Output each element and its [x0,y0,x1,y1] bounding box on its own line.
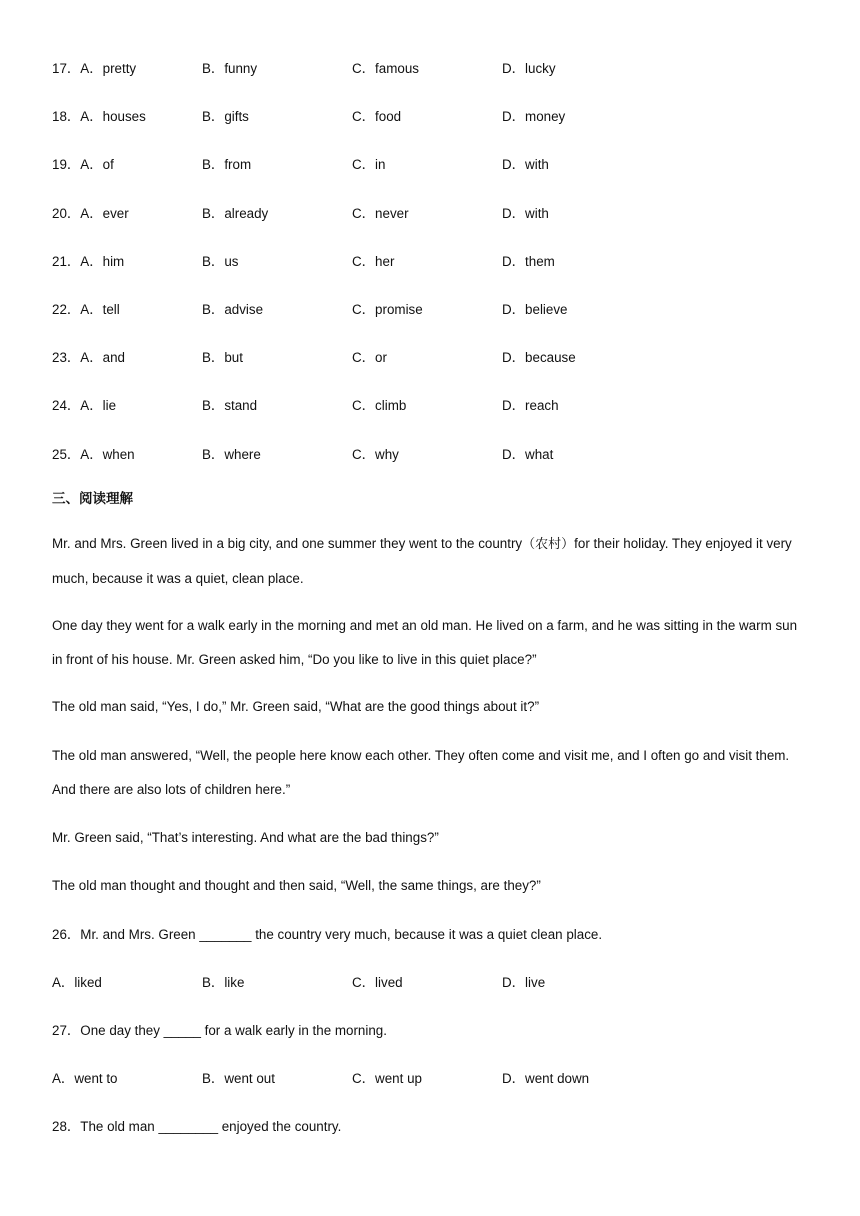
passage-paragraph-2: One day they went for a walk early in the morning and met an old man. He lived on a farm, and he was sitting in the warm sun in front of his house. Mr. Green asked him, “Do you like to live in this quiet place?” [52,618,798,667]
option-c: C．why [352,447,399,462]
option-d: D．live [502,975,546,990]
option-c: C．lived [352,975,403,990]
option-d: D．reach [502,398,559,413]
option-d: D．with [502,206,549,221]
option-c: C．her [352,254,395,269]
option-a: 24．A．lie [52,398,117,413]
option-b: B．where [202,447,261,462]
option-b: B．already [202,206,269,221]
option-a: 20．A．ever [52,206,129,221]
option-d: D．with [502,157,549,172]
option-a: A．liked [52,975,102,990]
option-c: C．or [352,350,387,365]
option-d: D．lucky [502,61,556,76]
option-b: B．went out [202,1071,275,1086]
section-title: 三、阅读理解 [52,491,133,507]
option-c: C．food [352,109,402,124]
option-d: D．what [502,447,554,462]
option-d: D．them [502,254,555,269]
option-a: 25．A．when [52,447,135,462]
option-b: B．gifts [202,109,249,124]
question-26-stem: 26．Mr. and Mrs. Green _______ the country very much, because it was a quiet clean place. [52,927,603,942]
option-b: B．funny [202,61,258,76]
option-c: C．in [352,157,386,172]
question-27-stem: 27．One day they _____ for a walk early in the morning. [52,1023,387,1038]
chinese-gloss: （农村） [522,537,575,552]
passage-paragraph-4: The old man answered, “Well, the people here know each other. They often come and visit me, and I often go and visit them. And there are also lots of children here.” [52,748,790,797]
option-c: C．famous [352,61,419,76]
passage-paragraph-5: Mr. Green said, “That’s interesting. And what are the bad things?” [52,830,439,845]
passage-paragraph-3: The old man said, “Yes, I do,” Mr. Green said, “What are the good things about it?” [52,699,540,714]
option-b: B．stand [202,398,258,413]
option-b: B．us [202,254,239,269]
option-d: D．because [502,350,576,365]
option-a: 23．A．and [52,350,125,365]
option-d: D．money [502,109,566,124]
option-d: D．believe [502,302,568,317]
option-a: 22．A．tell [52,302,120,317]
option-a: 18．A．houses [52,109,146,124]
option-c: C．promise [352,302,423,317]
option-b: B．like [202,975,245,990]
passage-paragraph-6: The old man thought and thought and then said, “Well, the same things, are they?” [52,878,541,893]
option-c: C．climb [352,398,407,413]
option-c: C．never [352,206,409,221]
question-28-stem: 28．The old man ________ enjoyed the country. [52,1119,342,1134]
option-a: 17．A．pretty [52,61,137,76]
option-b: B．but [202,350,243,365]
option-a: 19．A．of [52,157,114,172]
option-b: B．advise [202,302,264,317]
passage-paragraph-1: Mr. and Mrs. Green lived in a big city, and one summer they went to the country（农村）for their holiday. They enjoyed it very much, because it was a quiet, clean place. [52,536,792,586]
option-a: A．went to [52,1071,118,1086]
option-b: B．from [202,157,252,172]
option-c: C．went up [352,1071,422,1086]
option-a: 21．A．him [52,254,125,269]
option-d: D．went down [502,1071,590,1086]
